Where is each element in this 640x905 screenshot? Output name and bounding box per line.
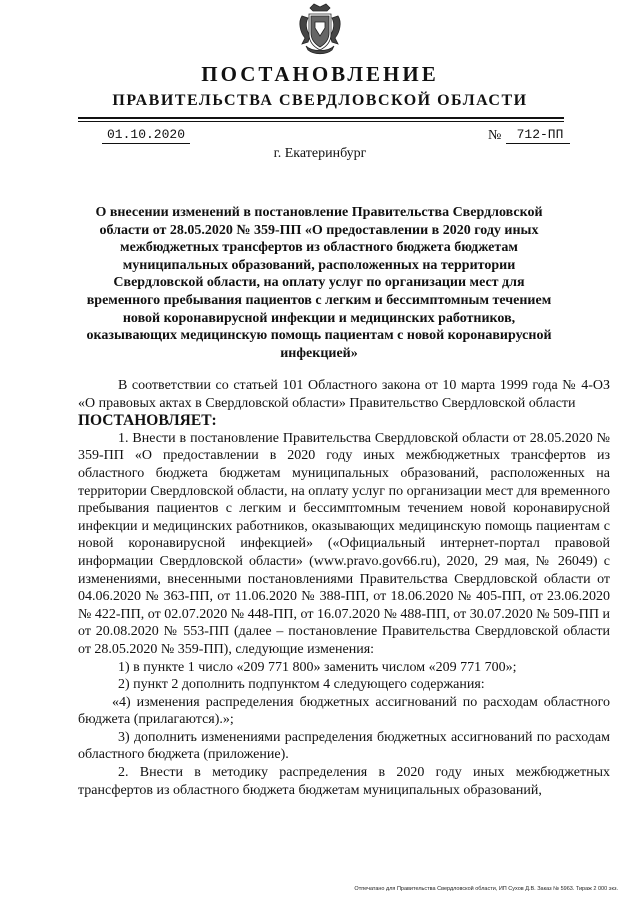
number-underline (506, 143, 570, 144)
sub-item-2-quote: «4) изменения распределения бюджетных ассигнований по расходам областного бюджета (прилагаются).»; (78, 694, 610, 728)
issuing-authority: ПРАВИТЕЛЬСТВА СВЕРДЛОВСКОЙ ОБЛАСТИ (112, 92, 528, 109)
number-sign: № (488, 128, 502, 143)
sub-item-1: 1) в пункте 1 число «209 771 800» заменить числом «209 771 700»; (118, 659, 517, 675)
sub-item-3: 3) дополнить изменениями распределения бюджетных ассигнований по расходам областного бюджета (приложение). (78, 729, 610, 763)
document-type: ПОСТАНОВЛЕНИЕ (201, 62, 439, 86)
document-body (78, 377, 610, 799)
document-city: г. Екатеринбург (273, 146, 367, 161)
header-rule-thick (78, 117, 564, 119)
sub-item-2: 2) пункт 2 дополнить подпунктом 4 следующего содержания: (118, 677, 485, 693)
document-date: 01.10.2020 (106, 127, 185, 142)
item-2-paragraph: 2. Внести в методику распределения в 2020 году иных межбюджетных трансфертов из областного бюджета бюджетам муниципальных образований, (78, 765, 610, 798)
item-1-paragraph: 1. Внести в постановление Правительства Свердловской области от 28.05.2020 № 359-ПП «О предоставлении в 2020 году иных межбюджетных трансфертов из областного бюджета бюджетам муниципальных образований, расположенных на территории Свердловской области, на оплату услуг по организации мест для временного пребывания пациентов с легким и бессимптомным течением новой коронавирусной инфекции и медицинских работников, оказывающих медицинскую помощь пациентам с новой коронавирусной инфекцией» («Официальный интернет-портал правовой информации Свердловской области» (www.pravo.gov66.ru), 2020, 29 мая, № 26049) с изменениями, внесенными постановлениями Правительства Свердловской области от 04.06.2020 № 363-ПП, от 11.06.2020 № 388-ПП, от 18.06.2020 № 405-ПП, от 23.06.2020 № 422-ПП, от 02.07.2020 № 448-ПП, от 16.07.2020 № 488-ПП, от 30.07.2020 № 509-ПП и от 20.08.2020 № 553-ПП (далее – постановление Правительства Свердловской области от 28.05.2020 № 359-ПП), следующие изменения: (78, 430, 610, 657)
document-title: О внесении изменений в постановление Правительства Свердловской области от 28.05.2020 № 359-ПП «О предоставлении в 2020 году иных межбюджетных трансфертов из областного бюджета бюджетам муниципальных образований, расположенных на территории Свердловской области, на оплату услуг по организации мест для временного пребывания пациентов с легким и бессимптомным течением новой коронавирусной инфекции и медицинских работников, оказывающих медицинскую помощь пациентам с новой коронавирусной инфекцией» (86, 205, 552, 361)
print-imprint: Отпечатано для Правительства Свердловской области, ИП Сухов Д.В. Заказ № 5963. Тираж 2 000 экз. (354, 886, 618, 892)
date-underline (102, 143, 190, 144)
document-number: 712-ПП (516, 127, 564, 142)
intro-paragraph: В соответствии со статьей 101 Областного закона от 10 марта 1999 года № 4-ОЗ «О правовых актах в Свердловской области» Правительство Свердловской области (78, 378, 610, 411)
header-rule-thin (78, 121, 564, 122)
decree-heading: ПОСТАНОВЛЯЕТ: (78, 412, 217, 430)
coat-of-arms-icon (296, 2, 344, 56)
